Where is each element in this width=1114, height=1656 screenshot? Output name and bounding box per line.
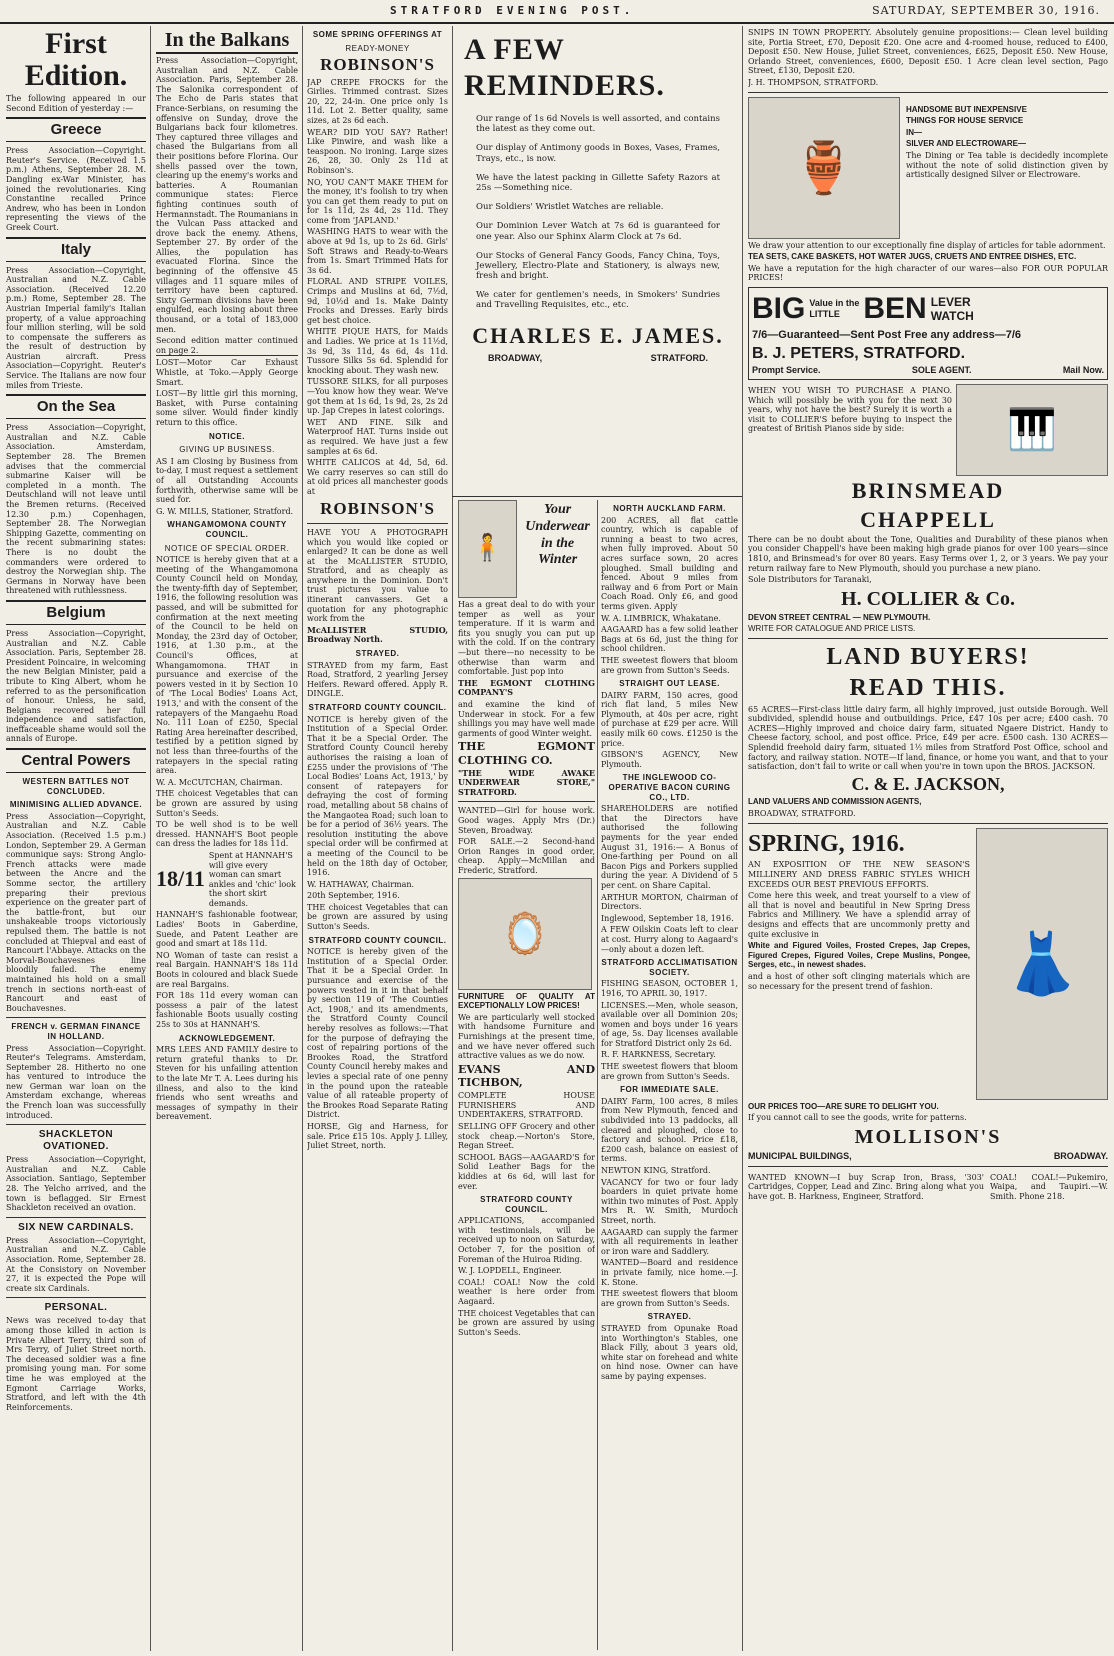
robinsons-item: WASHING HATS to wear with the above at 9d 1s, up to 2s 6d. Girls' Soft Straws and Ready-to-Wears from 1s. Smart Trimmed Hats for 3s 6d.: [307, 227, 448, 275]
balkans-head: In the Balkans: [156, 28, 298, 54]
ben-word: BEN: [863, 291, 927, 325]
section-head-belgium: Belgium: [6, 600, 146, 625]
spring-body: AN EXPOSITION OF THE NEW SEASON'S MILLINERY AND DRESS FABRIC STYLES WHICH EXCEEDS OUR BEST PREVIOUS EFFORTS.: [748, 860, 970, 889]
subhead-shackleton: SHACKLETON OVATIONED.: [38, 1129, 114, 1153]
furniture-illustration: 🪞: [458, 878, 592, 990]
spring-offerings-head: SOME SPRING OFFERINGS AT: [312, 30, 443, 39]
hannah-pair: FOR 18s 11d every woman can possess a pair of the latest fashionable Boots usually costing 25s to 30s at HANNAH'S.: [156, 991, 298, 1029]
broadway: BROADWAY.: [1053, 1150, 1108, 1161]
jackson: C. & E. JACKSON,: [851, 773, 1005, 794]
column-rule: [452, 26, 453, 1651]
spring-more: and a host of other soft clinging materials which are so necessary for the present trend of fashion.: [748, 971, 970, 991]
silver-attention: We draw your attention to our exceptionally fine display of articles for table adornment.: [748, 240, 1106, 250]
column-4a: [458, 500, 595, 1650]
spring-title: SPRING, 1916.: [748, 830, 905, 857]
lease-body: DAIRY FARM, 150 acres, good rich flat land, 5 miles New Plymouth, at 40s per acre, right of purchase at £29 per acre. Will easily milk 60 cows. £1250 is the price.: [601, 690, 738, 748]
lease-head: STRAIGHT OUT LEASE.: [619, 679, 720, 689]
column-1: [6, 26, 146, 1651]
jackson-sub: LAND VALUERS AND COMMISSION AGENTS,: [748, 797, 922, 807]
ack-head: ACKNOWLEDGEMENT.: [178, 1033, 276, 1043]
robinsons-item: TUSSORE SILKS, for all purposes—You know how they wear. We've got them at 1s 6d, 1s 9d, 2s, 2s 2d up. Jap Crepes in latest colorings.: [307, 377, 448, 416]
article-central: Press Association—Copyright, Australian and N.Z. Cable Association. (Received 1.5 p.m.) London, September 29. A German communique says: Strong Anglo-French attacks were made between the Ancre and the Somme sector, the artillery preparing their previous experience on the greater part of the battle-front, but our unshakeable troops victoriously repulsed them. The battle is not concluded at Thiepval and east of Rancourt l'Abbaye. Attacks on the Morval-Bouchavesnes line bloodily failed. The enemy maintained his hold on a small trench in sections north-east of Rancourt and east of Bouchavesnes.: [6, 811, 146, 1013]
article-french: Press Association—Copyright. Reuter's Telegrams. Amsterdam, September 28. Hitherto no one has ventured to introduce the new German war loan on the Amsterdam exchange, whereas the French loan was successfully introduced.: [6, 1043, 146, 1120]
property-sign: J. H. THOMPSON, STRATFORD.: [748, 77, 879, 87]
robinsons-item: FLORAL AND STRIPE VOILES, Crimps and Muslins at 6d, 7½d, 9d, 10½d and 1s. Make Dainty Frocks and Dresses. Early birds get best choice.: [307, 277, 448, 325]
county-subhead: NOTICE OF SPECIAL ORDER.: [164, 543, 290, 553]
farm-sign: W. A. LIMBRICK, Whakatane.: [601, 613, 721, 623]
piano-body-2: There can be no doubt about the Tone, Qualities and Durability of these pianos when you consider Chappell's have been making high grade pianos for over 100 years—since 1810, and Brinsmead's for over 80 years. Easy Terms over 1, 2, or 3 years. We pay your return railway fare to New Plymouth, should you purchase a new piano.: [748, 534, 1108, 573]
peters: B. J. PETERS, STRATFORD.: [752, 345, 966, 363]
divider: [748, 638, 1108, 639]
woman-fashion-illustration: 👗: [976, 828, 1108, 1100]
column-rule: [302, 26, 303, 1651]
subhead-minimising: MINIMISING ALLIED ADVANCE.: [9, 800, 143, 810]
robinsons-item: WET AND FINE. Silk and Waterproof HAT. Turns inside out as required. We have just a few samples at 6s 6d.: [307, 417, 448, 456]
council-sign: W. J. LOPDELL, Engineer.: [458, 1266, 562, 1276]
divider: [748, 92, 1108, 93]
sweetest-flowers: THE sweetest flowers that bloom are grown from Sutton's Seeds.: [601, 1289, 738, 1308]
divider: [6, 1017, 146, 1018]
underwear-body: Has a great deal to do with your temper as well as your temperature. If it is warm and fits you snugly you can put up with the cold. If on the contrary—but there—no necessity to be otherwise than warm and comfortable. Just pop into: [458, 600, 595, 677]
collier: H. COLLIER & Co.: [841, 587, 1015, 610]
reminder-item: We have the latest packing in Gillette Safety Razors at 25s —Something nice.: [476, 172, 720, 193]
lever-watch: LEVER WATCH: [930, 294, 974, 323]
big-word: BIG: [752, 291, 806, 325]
article-greece: Press Association—Copyright. Reuter's Service. (Received 1.5 p.m.) Athens, September 28. M. Dangling ex-War Minister, has joined the revolutionaries. King Constantine recalled Prince Andrew, who has been in London representing the views of the Greek Court.: [6, 146, 146, 232]
section-head-greece: Greece: [6, 117, 146, 142]
notice-subhead: GIVING UP BUSINESS.: [179, 445, 275, 455]
little-word: LITTLE: [809, 308, 840, 319]
reminders-ad: [458, 26, 738, 496]
notice-sign: G. W. MILLS, Stationer, Stratford.: [156, 506, 294, 516]
bacon-head: THE INGLEWOOD CO-OPERATIVE BACON CURING CO., LTD.: [608, 773, 731, 802]
man-in-underwear-illustration: 🧍: [458, 500, 517, 598]
aagaard-bags: AAGAARD has a few solid leather Bags at 6s 6d, just the thing for school children.: [601, 625, 738, 654]
charles-james: CHARLES E. JAMES.: [472, 322, 724, 348]
clothing-co: THE EGMONT CLOTHING COMPANY'S: [458, 677, 595, 698]
distributors: Sole Distributors for Taranaki,: [748, 575, 872, 585]
robinsons-item: WHITE PIQUE HATS, for Maids and Ladies. We price at 1s 11½d, 3s 9d, 3s 11d, 4s 6d, 4s 11d. Tussore Silks 5s 6d. Splendid for knocking about. They wash new.: [307, 327, 448, 375]
column-5: [601, 500, 738, 1650]
silver-reputation: We have a reputation for the high character of our wares—also FOR OUR POPULAR PRICES!: [748, 263, 1108, 283]
council-date: 20th September, 1916.: [307, 891, 400, 901]
chappell: CHAPPELL: [860, 506, 996, 532]
forsale-ad: FOR SALE.—2 Second-hand Orion Ranges in good order, cheap. Apply—McMillan and Frederic, Stratford.: [458, 837, 595, 876]
divider: [452, 496, 742, 497]
evans-tichbon: EVANS AND TICHBON,: [458, 1062, 595, 1089]
prompt-service: Prompt Service.: [752, 365, 821, 376]
divider: [748, 1166, 1108, 1167]
subhead-western: WESTERN BATTLES NOT CONCLUDED.: [22, 777, 130, 796]
silver-ad: [748, 97, 1108, 239]
column-3: [307, 26, 448, 1651]
column-rule: [742, 26, 743, 1651]
selling-ad: SELLING OFF Grocery and other stock cheap.—Norton's Store, Regan Street.: [458, 1121, 595, 1151]
underwear-ad: [458, 500, 595, 598]
board-ad: WANTED—Board and residence in private family, nice home.—J. K. Stone.: [601, 1258, 738, 1287]
piano-illustration: 🎹: [956, 384, 1108, 476]
county-head: WHANGAMOMONA COUNTY COUNCIL.: [167, 520, 287, 539]
article-cardinals: Press Association—Copyright, Australian and N.Z. Cable Association. Rome, September 28. At the Consistory on November 27, it is expected the Pope will create six Cardinals.: [6, 1235, 146, 1293]
municipal-buildings: MUNICIPAL BUILDINGS,: [748, 1150, 852, 1161]
big-ben-ad: [748, 287, 1108, 380]
county-body: NOTICE is hereby given that at a meeting of the Whangamomona County Council held on Monday, the twenty-fifth day of September, 1916, the following resolution was passed, and will be submitted for confirmation at the next meeting of the Council to be held on Monday, the 23rd day of October, 1916, at 1.30 p.m., at the Council's Offices, at Whangamomona. THAT in pursuance and exercise of the powers vested in it by Section 10 of 'The Local Bodies' Loans Act, 1913,' and with the consent of the ratepayers of the Mangaehu Road No. 111 Loan of £250, Special Rating Area hereinafter described, testified by a petition signed by not less than three-fourths of the ratepayers in the special rating area.: [156, 555, 298, 776]
price-block: [156, 851, 298, 909]
immediate-sign: NEWTON KING, Stratford.: [601, 1166, 711, 1175]
notice-body: AS I am Closing by Business from to-day, I must request a settlement of all Outstanding Accounts forthwith, otherwise same will be sued for.: [156, 456, 298, 505]
reminder-item: Our display of Antimony goods in Boxes, Vases, Frames, Trays, etc., is now.: [476, 143, 720, 164]
column-rule: [150, 26, 151, 1651]
strayed-head: STRAYED.: [647, 1312, 692, 1322]
land-body: 65 ACRES—First-class little dairy farm, all highly improved, just outside Borough. Well subdivided, splendid house and outbuildings. Price, £47 10s per acre; £400 cash. 70 ACRES—Highly improved and choice dairy farm, situated Ngaere District. Handy to Cheese factory, school, and post office. Price, £49 per acre. £500 cash. 130 ACRES—Splendid freehold dairy farm, situated 1½ miles from Stratford Post Office, school and factory, and railway station. NOTE—If land, finance, or home you want, and that to your satisfaction, don't fail to write or call when you're in town upon the BROS. JACKSON.: [748, 704, 1108, 772]
silver-head-1: HANDSOME BUT INEXPENSIVE: [906, 104, 1027, 114]
column-2: [156, 26, 298, 1651]
land-buyers: LAND BUYERS!: [826, 644, 1030, 671]
spring-body-2: Come here this week, and treat yourself to a view of all that is novel and beautiful in New Spring Dress Fabrics and Millinery. We have a splendid array of designs and effects that are uncommonly pretty and quite exclusive in: [748, 891, 970, 939]
jackson-address: BROADWAY, STRATFORD.: [748, 808, 856, 818]
scrap-ad: WANTED KNOWN—I buy Scrap Iron, Brass, '303' Cartridges, Copper, Lead and Zinc. Bring along what you have got. B. Harkness, Engineer, Stratford.: [748, 1172, 984, 1201]
price-18-11: 18/11: [156, 866, 205, 892]
studio-ad: HAVE YOU A PHOTOGRAPH which you would like copied or enlarged? It can be done as well at the McALLISTER STUDIO, Stratford, and as cheaply as anywhere in the Dominion. Don't trust pictures you value to itinerant canvassers. Get a quotation for any photographic work from the: [307, 527, 448, 624]
robinsons-title: ROBINSON'S: [320, 55, 435, 75]
council-head: STRATFORD COUNTY COUNCIL.: [308, 703, 447, 712]
firm-address-town: STRATFORD.: [650, 353, 708, 364]
coal-ad: COAL! COAL!—Pukemiro, Waipa, and Taupiri.—W. Smith. Phone 218.: [990, 1172, 1108, 1201]
furniture-head: FURNITURE OF QUALITY AT EXCEPTIONALLY LOW PRICES!: [458, 991, 595, 1011]
oilskin-ad: A FEW Oilskin Coats left to clear at cost. Hurry along to Aagaard's—only about a dozen left.: [601, 925, 738, 954]
robinsons-title-2: ROBINSON'S: [320, 498, 435, 518]
silverware-illustration: 🏺: [748, 97, 900, 239]
robinsons-item: NO, YOU CAN'T MAKE THEM for the money, it's foolish to try when you can get them ready to put on for 1s 11d, 2s 4d, 2s 11d. They come from 'JAPLAND.': [307, 177, 448, 225]
immediate-head: FOR IMMEDIATE SALE.: [620, 1085, 719, 1095]
brinsmead: BRINSMEAD: [851, 478, 1005, 504]
spring-ad: [748, 828, 1108, 1100]
divider: [307, 523, 448, 524]
property-body: SNIPS IN TOWN PROPERTY. Absolutely genuine propositions:— Clean level building site, Portia Street, £70, Deposit £20. One acre and 4-roomed house, reduced to £400, Deposit £50. New House, Juliet Street, conveniences, £625, Deposit £50. New House, Orlando Street, conveniences, £600, Deposit £50. 1 Acre clean level section, Pago Street, £130, Deposit £20.: [748, 28, 1108, 76]
notice-head: NOTICE.: [209, 431, 245, 441]
firm-address: [488, 353, 708, 364]
robinsons-item: WHITE CALICOS at 4d, 5d, 6d. We carry reserves so can still do at old prices all manchester goods at: [307, 458, 448, 496]
masthead: [0, 0, 1114, 24]
article-personal: News was received to-day that among those killed in action is Private Albert Terry, third son of Mrs Terry, of Juliet Street north. The deceased soldier was a fine promising young man. For some time he was employed at the Egmont Carriage Works, Stratford, and left with the 4th Reinforcements.: [6, 1316, 146, 1412]
strayed-head: STRAYED.: [355, 649, 400, 659]
veg-ad: THE choicest Vegetables that can be grown are assured by using Sutton's Seeds.: [458, 1308, 595, 1337]
article-italy: Press Association—Copyright, Australian and N.Z. Cable Association. (Received 12.20 p.m.) Rome, September 28. The Austrian Imperial family's Italian property, of a value approaching four million sterling, will be sold to compensate the sufferers as the result of destruction by Austrian aircraft. Press Association—Copyright. Reuter's Service. The Italians are now four miles from Trieste.: [6, 265, 146, 390]
mollisons: MOLLISON'S: [854, 1125, 1002, 1148]
council-body: NOTICE is hereby given of the Institution of a Special Order. That it be a Special Order. The Stratford County Council hereby authorises the raising a loan of £255 under the provisions of 'The Local Bodies' Loans Act, 1913,' by consent of ratepayers for defraying the cost of forming road, metalling about 58 chains of the Mangaotea Road; such loan to be for a period of 36½ years. The resolution instituting the above special order will be confirmed at a meeting of the Council to be held on the 18th day of October, 1916.: [307, 714, 448, 878]
council-body: APPLICATIONS, accompanied with testimonials, will be received up to noon on Saturday, October 7, for the position of Foreman of the Huiroa Riding.: [458, 1216, 595, 1264]
accl-body: LICENSES.—Men, whole season, available over all Dominion 20s; women and boys under 16 years of age, 5s. Day licenses available for Stratford District only 2s 6d.: [601, 1000, 738, 1048]
farm-head: NORTH AUCKLAND FARM.: [613, 504, 726, 513]
reminder-item: Our range of 1s 6d Novels is well assorted, and contains the latest as they come out.: [476, 114, 720, 135]
spring-list: White and Figured Voiles, Frosted Crepes, Jap Crepes, Figured Crepes, Figured Voiles, Crepe Muslins, Pongee, Serges, etc., in newest shades.: [748, 941, 970, 970]
subhead-french: FRENCH v. GERMAN FINANCE IN HOLLAND.: [11, 1022, 141, 1041]
divider: [6, 1297, 146, 1298]
underwear-title: Your Underwear in the Winter: [525, 502, 590, 568]
divider: [6, 1217, 146, 1218]
council2-body: NOTICE is hereby given of the Institution of a Special Order. That it be a Special Order. In pursuance and exercise of the powers vested in it in that behalf by section 119 of 'The Counties Act, 1908,' and its amendments, the Stratford County Council hereby resolves as follows:—That for the purpose of defraying the cost of repairing portions of the Brookes Road, the Stratford County Council hereby makes and levies a special rate of one penny in the pound upon the rateable value of all rateable property of the Brookes Road Separate Rating District.: [307, 947, 448, 1120]
lease-sign: GIBSON'S AGENCY, New Plymouth.: [601, 750, 738, 769]
value-in: Value in the: [809, 298, 860, 309]
clothing-body: and examine the kind of Underwear in stock. For a few shillings you may have well made garments of good Winter weight.: [458, 699, 595, 738]
article-belgium: Press Association—Copyright, Australian and N.Z. Cable Association. Paris, September 28. President Poincaire, in welcoming the new Belgian Minister, paid a tribute to King Albert, whom he referred to as the personification of honour. Unless, he said, Belgians recovered her full independence and satisfaction, ineffaceable shame would soil the annals of Europe.: [6, 628, 146, 744]
hannah-veg: THE choicest Vegetables that can be grown are assured by using Sutton's Seeds.: [156, 789, 298, 818]
guaranteed: 7/6—Guaranteed—Sent Post Free any address—7/6: [752, 328, 1021, 341]
reminders-head: A FEW REMINDERS.: [464, 33, 665, 102]
clothing-sign: THE EGMONT CLOTHING CO.: [458, 740, 595, 767]
sweetest-flowers: THE sweetest flowers that bloom are grown from Sutton's Seeds.: [601, 655, 738, 675]
bacon-date: Inglewood, September 18, 1916.: [601, 913, 734, 923]
strayed-body: STRAYED from Opunake Road into Worthington's Stables, one Black Filly, about 3 years old, white star on forehead and white on hind nose. Owner can have same by paying expenses.: [601, 1323, 738, 1381]
column-6: [748, 26, 1108, 1651]
ack-body: MRS LEES AND FAMILY desire to return grateful thanks to Dr. Steven for his unfailing attention to the late Mr T. A. Lees during his illness, and also to the kind friends who sent wreaths and messages of sympathy in their bereavement.: [156, 1045, 298, 1122]
accl-head: STRATFORD ACCLIMATISATION SOCIETY.: [601, 958, 738, 977]
subhead-personal: PERSONAL.: [44, 1302, 108, 1314]
section-head-central: Central Powers: [6, 748, 146, 773]
council2-head: STRATFORD COUNTY COUNCIL.: [308, 935, 447, 945]
immediate-body: DAIRY Farm, 100 acres, 8 miles from New Plymouth, fenced and subdivided into 13 paddocks, all cleared and ploughed, close to factory and school. Price £18, £200 cash, balance on easiest of terms.: [601, 1096, 738, 1164]
hannah-footwear: HANNAH'S fashionable footwear, Ladies' Boots in Gaberdine, Suede, and Patent Leather are good and smart at 18s 11d.: [156, 910, 298, 949]
lost-basket: LOST—By little girl this morning, Basket, with Purse containing some silver. Would finder kindly return to this office.: [156, 389, 298, 427]
reminder-item: Our Soldiers' Wristlet Watches are reliable.: [476, 202, 664, 213]
sole-agent: SOLE AGENT.: [911, 365, 972, 376]
accl-sign: R. F. HARKNESS, Secretary.: [601, 1050, 716, 1060]
vacancy-ad: VACANCY for two or four lady boarders in quiet private home within two minutes of Post. Apply Mrs R. W. Smith, Murdoch Street, north.: [601, 1177, 738, 1225]
aagaard-farmer: AAGAARD can supply the farmer with all requirements in leather or iron ware and Saddlery.: [601, 1227, 738, 1256]
reminder-item: We cater for gentlemen's needs, in Smokers' Sundries and Travelling Requisites, etc., etc.: [476, 290, 720, 311]
veg-ad: THE choicest Vegetables that can be grown are assured by using Sutton's Seeds.: [307, 902, 448, 932]
coal-ad: COAL! COAL! Now the cold weather is here order from Aagaard.: [458, 1277, 595, 1307]
article-balkans: Press Association—Copyright, Australian and N.Z. Cable Association. Paris, September 28. The Salonika correspondent of The Echo de Paris states that France-Serbians, on resuming the offensive on Sunday, drove the Bulgarians back four kilometres. They captured three villages and chased the Bulgarians from all their positions before Florina. Our shells passed over the town, clearing up the enemy's works and batteries. A Roumanian communique states: Fierce fighting continues south of Hermannstadt. The Roumanians in the Vulcan Pass attacked and drove back the enemy. Athens, September 27. By order of the Allies, the population has evacuated Florina. Since the beginning of the offensive 45 villages and 11 square miles of territory have been captured. Sixty German divisions have been engulfed, each losing about three thousand, or a total of 183,000 men.: [156, 56, 298, 334]
silver-head-3: IN—: [906, 127, 922, 137]
farm-body: 200 ACRES, all flat cattle country, which is capable of running a beast to two acres, when fully improved. About 50 acres surface sown, 20 acres ploughed. Small building and fenced. About 9 miles from railway and 6 from Port or Main Coach Road. Only £6, and good terms given. Apply: [601, 515, 738, 611]
bags-ad: SCHOOL BAGS—AAGAARD'S for Solid Leather Bags for the kiddies at 6s 6d, will last for ever.: [458, 1152, 595, 1191]
section-head-sea: On the Sea: [6, 394, 146, 419]
read-this: READ THIS.: [849, 674, 1007, 701]
evans-sub: COMPLETE HOUSE FURNISHERS AND UNDERTAKERS, STRATFORD.: [458, 1091, 595, 1120]
bacon-body: SHAREHOLDERS are notified that the Directors have authorised the following payments for the year ended August 31, 1916:— A Bonus of One-farthing per Pound on all Bacon Pigs and Porkers supplied during the year. A Dividend of 5 per cent. on Share Capital.: [601, 804, 738, 890]
column-rule: [597, 500, 598, 1650]
masthead-date: SATURDAY, SEPTEMBER 30, 1916.: [872, 4, 1100, 17]
piano-ad: [748, 384, 1108, 476]
horse-ad: HORSE, Gig and Harness, for sale. Price £15 10s. Apply J. Lilley, Juliet Street, north.: [307, 1121, 448, 1151]
article-shackleton: Press Association—Copyright, Australian and N.Z. Cable Association. Santiago, September 28. The Yelcho arrived, and the town is beflagged. Sir Ernest Shackleton received an ovation.: [6, 1155, 146, 1213]
subhead-cardinals: SIX NEW CARDINALS.: [18, 1221, 134, 1233]
ready-money: READY-MONEY: [345, 43, 410, 53]
silver-head-2: THINGS FOR HOUSE SERVICE: [906, 116, 1024, 126]
collier-write: WRITE FOR CATALOGUE AND PRICE LISTS.: [748, 624, 916, 634]
robinsons-item: JAP CREPE FROCKS for the Girlies. Trimmed contrast. Sizes 20, 22, 24-in. One price only 1s 11d. Lot 2. Better quality, same sizes, at 2s 6d each.: [307, 77, 448, 125]
hannah-spent: Spent at HANNAH'S will give every woman can smart ankles and 'chic' look the short skirt demands.: [208, 850, 296, 908]
edition-title: First Edition.: [24, 27, 128, 92]
reminder-item: Our Stocks of General Fancy Goods, Fancy China, Toys, Jewellery, Electro-Plate and Stationery, is always new, fresh and bright.: [476, 250, 720, 282]
firm-address-street: BROADWAY,: [488, 353, 543, 364]
section-head-italy: Italy: [6, 237, 146, 262]
studio-sign: McALLISTER STUDIO, Broadway North.: [307, 624, 448, 645]
edition-intro: The following appeared in our Second Edition of yesterday :—: [6, 94, 146, 113]
wide-awake: "THE WIDE AWAKE UNDERWEAR STORE," STRATFORD.: [458, 767, 595, 797]
bacon-sign: ARTHUR MORTON, Chairman of Directors.: [601, 892, 738, 912]
article-sea: Press Association—Copyright, Australian and N.Z. Cable Association. Amsterdam, September 28. The Bremen advises that the commercial submarine Kaiser will be completed in a month. The Deutschland will not leave until the Bremen returns. (Received 12.30 p.m.) Copenhagen, September 28. The Norwegian Shipping Gazette, commenting on the recent submarining states: There is no doubt the commanders were ordered to destroy the Norwegian ship. The Germans in Norway have been threatened with ruthlessness.: [6, 423, 146, 596]
divider: [748, 823, 1108, 824]
collier-address: DEVON STREET CENTRAL — NEW PLYMOUTH.: [748, 612, 931, 622]
sweetest-flowers: THE sweetest flowers that bloom are grown from Sutton's Seeds.: [601, 1062, 738, 1081]
write-patterns: If you cannot call to see the goods, write for patterns.: [748, 1113, 967, 1123]
robinsons-item: WEAR? DID YOU SAY? Rather! Like Pinwire, and wash like a teaspoon. No ironing. Large sizes 26, 28, 30. Only 2s 11d at Robinson's.: [307, 127, 448, 175]
continued-note: Second edition matter continued on page 2.: [156, 336, 298, 355]
silver-head-4: SILVER AND ELECTROWARE—: [906, 139, 1027, 149]
county-sign: W. A. McCUTCHAN, Chairman.: [156, 777, 283, 787]
furniture-body: We are particularly well stocked with handsome Furniture and Furnishings at the present time, and we have never offered such attractive values as we do now.: [458, 1012, 595, 1061]
prices-delight: OUR PRICES TOO—ARE SURE TO DELIGHT YOU.: [748, 1101, 939, 1111]
lost-whistle: LOST—Motor Car Exhaust Whistle, at Toko.—Apply George Smart.: [156, 358, 298, 387]
hannah-shod: TO be well shod is to be well dressed. HANNAH'S Boot people can dress the ladies for 18s 11d.: [156, 820, 298, 849]
wanted-ad: WANTED—Girl for house work. Good wages. Apply Mrs (Dr.) Steven, Broadway.: [458, 806, 595, 835]
council-head: STRATFORD COUNTY COUNCIL.: [480, 1195, 573, 1214]
divider: [458, 801, 595, 802]
hannah-taste: NO Woman of taste can resist a real Bargain. HANNAH'S 18s 11d Boots in coloured and black Suede are real Bargains.: [156, 950, 298, 989]
accl-season: FISHING SEASON, OCTOBER 1, 1916, TO APRIL 30, 1917.: [601, 979, 738, 998]
silver-body: The Dining or Tea table is decidedly incomplete without the note of solid distinction given by artistically designed Silver or Electroware.: [906, 150, 1108, 180]
masthead-title: STRATFORD EVENING POST.: [390, 4, 635, 17]
strayed-body: STRAYED from my farm, East Road, Stratford, 2 yearling Jersey Heifers. Reward offered. Apply R. DINGLE.: [307, 660, 448, 699]
reminder-item: Our Dominion Lever Watch at 7s 6d is guaranteed for one year. Also our Sphinx Alarm Clock at 7s 6d.: [476, 221, 720, 242]
piano-body: WHEN YOU WISH TO PURCHASE A PIANO. Which will possibly be with you for the next 30 years, why not have the best? Surely it is worth a visit to COLLIER'S before buying to inspect the greatest of British Pianos side by side:: [748, 386, 952, 434]
mail-now: Mail Now.: [1062, 365, 1104, 376]
silver-list: TEA SETS, CAKE BASKETS, HOT WATER JUGS, CRUETS AND ENTREE DISHES, ETC.: [748, 252, 1077, 262]
divider: [6, 1124, 146, 1125]
council-sign: W. HATHAWAY, Chairman.: [307, 879, 415, 889]
